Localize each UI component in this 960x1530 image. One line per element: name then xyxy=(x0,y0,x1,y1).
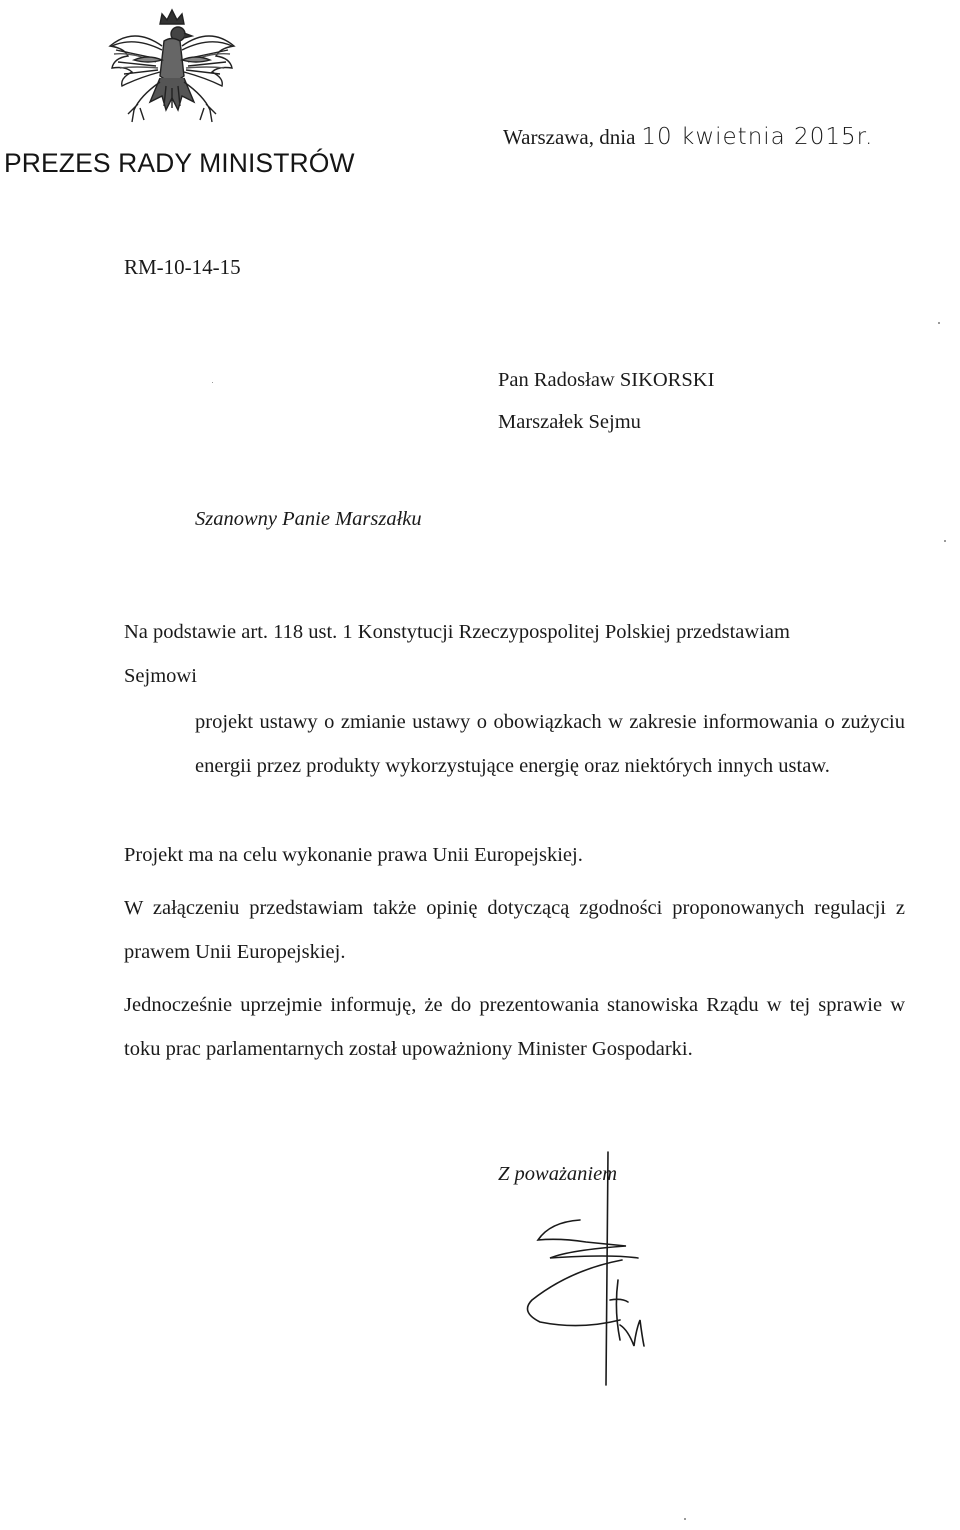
handwritten-date: 10 kwietnia 2015r. xyxy=(641,124,874,150)
addressee-name: Pan Radosław SIKORSKI xyxy=(498,369,715,391)
date-line xyxy=(503,124,873,150)
bill-title-paragraph: projekt ustawy o zmianie ustawy o obowiązkach w zakresie informowania o zużyciu energii przez produkty wykorzystujące energię oraz niektórych innych ustaw. xyxy=(195,711,905,777)
salutation: Szanowny Panie Marszałku xyxy=(195,508,422,530)
attachment-paragraph: W załączeniu przedstawiam także opinię dotyczącą zgodności proponowanych regulacji z prawem Unii Europejskiej. xyxy=(124,897,905,963)
intro-line-1: Na podstawie art. 118 ust. 1 Konstytucji Rzeczypospolitej Polskiej przedstawiam xyxy=(124,621,790,643)
minister-paragraph: Jednocześnie uprzejmie informuję, że do prezentowania stanowiska Rządu w tej sprawie w toku prac parlamentarnych został upoważniony Minister Gospodarki. xyxy=(124,994,905,1060)
closing-phrase: Z poważaniem xyxy=(498,1163,618,1185)
office-heading: PREZES RADY MINISTRÓW xyxy=(4,148,355,178)
scan-speck xyxy=(684,1518,686,1520)
date-prefix: Warszawa, dnia xyxy=(503,125,636,149)
intro-line-2: Sejmowi xyxy=(124,665,197,687)
addressee-title: Marszałek Sejmu xyxy=(498,411,641,433)
scan-speck xyxy=(938,322,940,324)
eagle-emblem-icon xyxy=(104,6,240,134)
scan-speck xyxy=(212,382,213,383)
reference-number: RM-10-14-15 xyxy=(124,255,241,279)
purpose-paragraph: Projekt ma na celu wykonanie prawa Unii Europejskiej. xyxy=(124,844,583,866)
signature-icon xyxy=(510,1150,660,1395)
scan-speck xyxy=(944,540,946,542)
